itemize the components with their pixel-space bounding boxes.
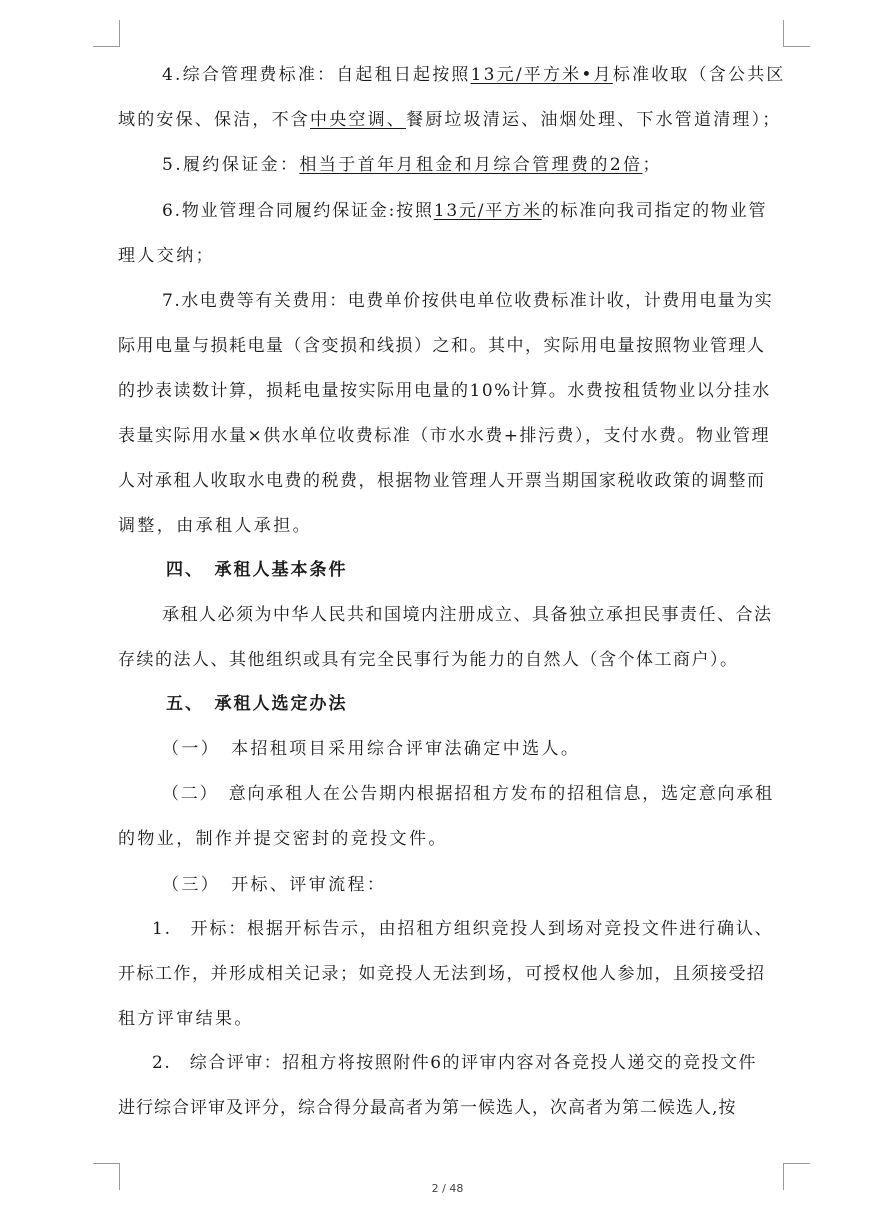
section5-p3-1-line1: 1. 开标：根据开标告示，由招租方组织竞投人到场对竞投文件进行确认、 xyxy=(152,919,774,939)
page-number: 2 / 48 xyxy=(431,1182,464,1195)
section5-p2-line1: （二） 意向承租人在公告期内根据招租方发布的招租信息，选定意向承租 xyxy=(162,784,774,804)
item4-line2: 域的安保、保洁，不含中央空调、餐厨垃圾清运、油烟处理、下水管道清理）； xyxy=(118,110,782,130)
item4-line1: 4.综合管理费标准：自起租日起按照13元/平方米•月标准收取（含公共区 xyxy=(162,65,786,85)
section5-heading: 五、 承租人选定办法 xyxy=(166,694,348,714)
section5-p3-1-line3: 租方评审结果。 xyxy=(118,1009,254,1029)
item7-line1: 7.水电费等有关费用：电费单价按供电单位收费标准计收，计费用电量为实 xyxy=(162,291,774,311)
item7-line2: 际用电量与损耗电量（含变损和线损）之和。其中，实际用电量按照物业管理人 xyxy=(118,336,766,356)
item7-line4: 表量实际用水量×供水单位收费标准（市水水费+排污费），支付水费。物业管理 xyxy=(118,426,770,446)
section5-p3: （三） 开标、评审流程： xyxy=(162,875,387,895)
page-corner-mark-top-left xyxy=(93,20,120,47)
item7-line6: 调整，由承租人承担。 xyxy=(118,516,312,536)
section5-p2-line2: 的物业，制作并提交密封的竞投文件。 xyxy=(118,829,448,849)
section5-p3-2-line2: 进行综合评审及评分，综合得分最高者为第一候选人，次高者为第二候选人,按 xyxy=(118,1098,737,1118)
section4-heading: 四、 承租人基本条件 xyxy=(166,560,348,580)
page-corner-mark-top-right xyxy=(783,20,810,47)
section4-line1: 承租人必须为中华人民共和国境内注册成立、具备独立承担民事责任、合法 xyxy=(162,605,773,625)
item7-line5: 人对承租人收取水电费的税费，根据物业管理人开票当期国家税收政策的调整而 xyxy=(118,471,766,491)
section5-p3-2-line1: 2. 综合评审：招租方将按照附件6的评审内容对各竞投人递交的竞投文件 xyxy=(152,1053,758,1073)
item6-line1: 6.物业管理合同履约保证金:按照13元/平方米的标准向我司指定的物业管 xyxy=(162,201,768,221)
item7-line3: 的抄表读数计算，损耗电量按实际用电量的10%计算。水费按租赁物业以分挂水 xyxy=(118,381,771,401)
section4-line2: 存续的法人、其他组织或具有完全民事行为能力的自然人（含个体工商户）。 xyxy=(118,650,739,670)
section5-p3-1-line2: 开标工作，并形成相关记录；如竞投人无法到场，可授权他人参加，且须接受招 xyxy=(118,964,766,984)
section5-p1: （一） 本招租项目采用综合评审法确定中选人。 xyxy=(162,739,581,759)
item5-line: 5.履约保证金：相当于首年月租金和月综合管理费的2倍； xyxy=(162,155,662,175)
item6-line2: 理人交纳； xyxy=(118,246,215,266)
